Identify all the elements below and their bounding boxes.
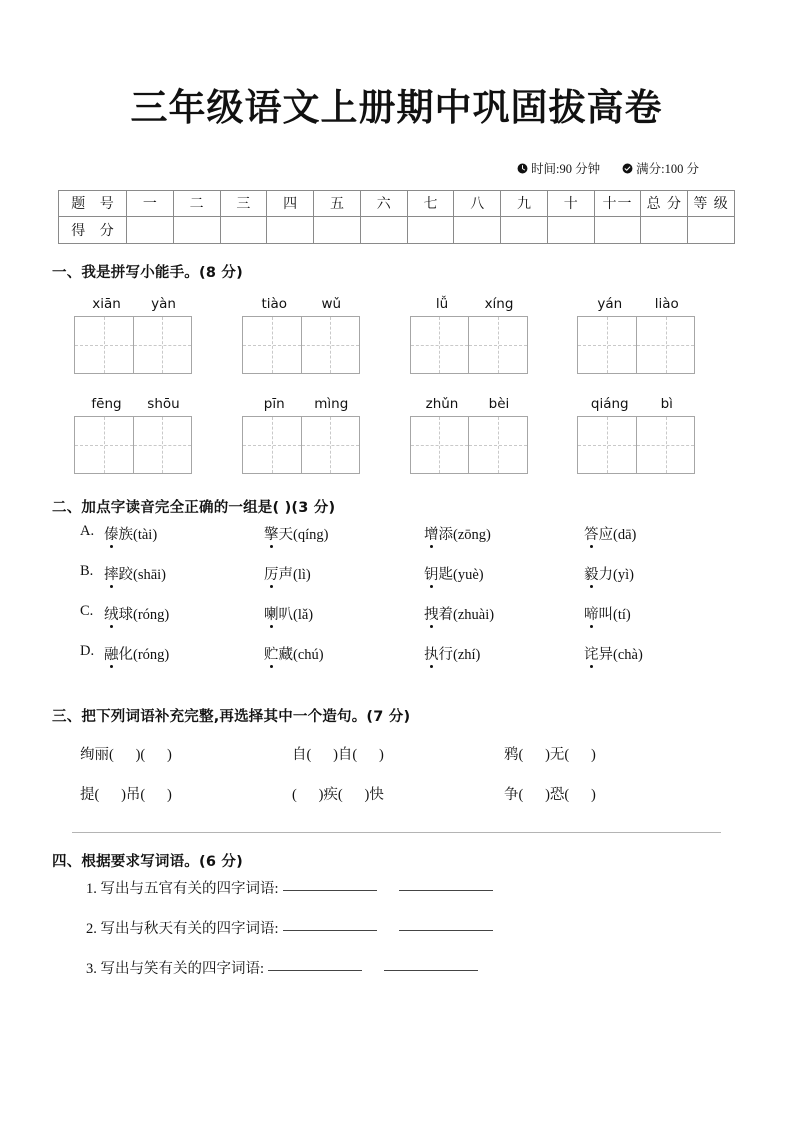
pinyin-group [242, 396, 410, 474]
question-item-1 [86, 877, 745, 917]
score-cell[interactable] [407, 216, 454, 243]
option-item: 毅力(yì) [584, 566, 634, 583]
score-table-col-5: 五 [314, 190, 361, 216]
writing-grid[interactable] [242, 416, 360, 474]
idiom-blank[interactable]: 提( )吊( ) [80, 787, 172, 804]
pinyin-text [74, 296, 242, 312]
score-table-col-7: 七 [407, 190, 454, 216]
choice-options [48, 523, 745, 683]
exam-meta [48, 159, 745, 177]
grid-cell[interactable] [75, 417, 133, 473]
score-table-header-row [59, 190, 735, 216]
grid-cell[interactable] [133, 317, 191, 373]
grid-cell[interactable] [411, 417, 469, 473]
pinyin-group [577, 396, 745, 474]
pinyin-syllable: mìng [314, 395, 349, 412]
pinyin-row-1 [48, 296, 745, 374]
question-text: 1. 写出与五官有关的四字词语: [86, 880, 279, 897]
option-item: 钥匙(yuè) [424, 566, 484, 583]
score-cell[interactable] [220, 216, 267, 243]
score-table-row-label-score: 得 分 [59, 216, 127, 243]
grid-cell[interactable] [468, 417, 526, 473]
score-table-col-8: 八 [454, 190, 501, 216]
score-cell[interactable] [594, 216, 641, 243]
score-table-col-grade: 等 级 [688, 190, 735, 216]
question-text: 2. 写出与秋天有关的四字词语: [86, 920, 279, 937]
pinyin-syllable: bì [660, 395, 673, 412]
grid-cell[interactable] [301, 417, 359, 473]
score-table-col-total: 总 分 [641, 190, 688, 216]
option-item: 厉声(lì) [264, 566, 311, 583]
time-meta [517, 159, 600, 177]
pinyin-syllable: liào [654, 295, 679, 312]
score-cell[interactable] [547, 216, 594, 243]
score-cell[interactable] [127, 216, 174, 243]
score-table-col-1: 一 [127, 190, 174, 216]
grid-cell[interactable] [411, 317, 469, 373]
pinyin-syllable: yàn [151, 295, 176, 312]
time-label: 时间:90 分钟 [531, 161, 601, 176]
idiom-row [80, 734, 745, 774]
answer-blank[interactable] [268, 970, 362, 971]
option-item: 执行(zhí) [424, 646, 481, 663]
score-table-score-row [59, 216, 735, 243]
option-a[interactable] [80, 523, 745, 563]
score-cell[interactable] [501, 216, 548, 243]
pinyin-syllable: zhǔn [425, 395, 459, 412]
option-item: 擎天(qíng) [264, 526, 329, 543]
option-item: 啼叫(tí) [584, 606, 631, 623]
grid-cell[interactable] [243, 417, 301, 473]
question-item-2 [86, 917, 745, 957]
option-d[interactable] [80, 643, 745, 683]
clock-icon [517, 163, 528, 174]
pinyin-text [577, 396, 745, 412]
pinyin-syllable: qiáng [590, 395, 629, 412]
idiom-blank[interactable]: 争( )恐( ) [504, 787, 596, 804]
option-b[interactable] [80, 563, 745, 603]
page-title: 三年级语文上册期中巩固拔高卷 [130, 85, 663, 129]
option-item: 拽着(zhuài) [424, 606, 495, 623]
pinyin-text [242, 396, 410, 412]
score-table-col-4: 四 [267, 190, 314, 216]
option-letter: D. [80, 642, 95, 659]
pinyin-text [74, 396, 242, 412]
pinyin-syllable: tiào [261, 295, 288, 312]
option-letter: A. [80, 522, 95, 539]
writing-grid[interactable] [242, 316, 360, 374]
idiom-blank[interactable]: 自( )自( ) [292, 747, 384, 764]
idiom-row [80, 774, 745, 814]
pinyin-group [74, 296, 242, 374]
score-table-row-label-qnum: 题 号 [59, 190, 127, 216]
score-cell[interactable] [267, 216, 314, 243]
score-cell[interactable] [641, 216, 688, 243]
question-item-3 [86, 957, 745, 997]
check-circle-icon [622, 163, 633, 174]
option-item: 摔跤(shāi) [104, 566, 167, 583]
score-cell[interactable] [360, 216, 407, 243]
pinyin-text [242, 296, 410, 312]
grid-cell[interactable] [636, 317, 694, 373]
pinyin-syllable: xiān [92, 295, 121, 312]
option-item: 傣族(tài) [104, 526, 158, 543]
grid-cell[interactable] [636, 417, 694, 473]
writing-grid[interactable] [74, 316, 192, 374]
grid-cell[interactable] [301, 317, 359, 373]
pinyin-group [74, 396, 242, 474]
option-item: 绒球(róng) [104, 606, 170, 623]
sentence-writing-line[interactable] [72, 832, 721, 833]
grid-cell[interactable] [243, 317, 301, 373]
answer-blank[interactable] [283, 890, 377, 891]
option-letter: C. [80, 602, 94, 619]
idiom-blank[interactable]: 鸦( )无( ) [504, 747, 596, 764]
pinyin-text [410, 296, 578, 312]
writing-grid[interactable] [577, 416, 695, 474]
score-table-wrap [48, 190, 745, 244]
pinyin-row-2 [48, 396, 745, 474]
option-item: 融化(róng) [104, 646, 170, 663]
idiom-blank[interactable]: ( )疾( )快 [292, 787, 384, 804]
fullscore-label: 满分:100 分 [636, 161, 699, 176]
pinyin-syllable: yán [597, 295, 623, 312]
pinyin-group [577, 296, 745, 374]
option-letter: B. [80, 562, 94, 579]
option-c[interactable] [80, 603, 745, 643]
score-cell[interactable] [454, 216, 501, 243]
pinyin-syllable: shōu [147, 395, 180, 412]
grid-cell[interactable] [578, 317, 636, 373]
answer-blank[interactable] [399, 890, 493, 891]
score-table-col-6: 六 [360, 190, 407, 216]
score-table-col-9: 九 [501, 190, 548, 216]
section4-items [48, 877, 745, 997]
answer-blank[interactable] [399, 930, 493, 931]
pinyin-syllable: xíng [484, 295, 514, 312]
pinyin-group [410, 296, 578, 374]
grid-cell[interactable] [578, 417, 636, 473]
option-item: 贮藏(chú) [264, 646, 324, 663]
option-item: 喇叭(lǎ) [264, 606, 314, 623]
option-item: 增添(zōng) [424, 526, 491, 543]
question-text: 3. 写出与笑有关的四字词语: [86, 960, 265, 977]
writing-grid[interactable] [74, 416, 192, 474]
grid-cell[interactable] [133, 417, 191, 473]
score-table-col-2: 二 [173, 190, 220, 216]
option-item: 答应(dā) [584, 526, 637, 543]
answer-blank[interactable] [384, 970, 478, 971]
writing-grid[interactable] [410, 416, 528, 474]
fullscore-meta [622, 159, 699, 177]
section-heading-3: 三、把下列词语补充完整,再选择其中一个造句。(7 分) [52, 708, 411, 725]
score-cell[interactable] [314, 216, 361, 243]
option-item: 诧异(chà) [584, 646, 643, 663]
idiom-fill-list [48, 734, 745, 814]
score-table [58, 190, 735, 244]
section-heading-4: 四、根据要求写词语。(6 分) [52, 853, 243, 870]
score-cell[interactable] [688, 216, 735, 243]
section-heading-2: 二、加点字读音完全正确的一组是( )(3 分) [52, 499, 336, 516]
grid-cell[interactable] [468, 317, 526, 373]
pinyin-syllable: fēng [91, 395, 122, 412]
writing-grid[interactable] [410, 316, 528, 374]
pinyin-group [410, 396, 578, 474]
grid-cell[interactable] [75, 317, 133, 373]
pinyin-text [410, 396, 578, 412]
pinyin-syllable: wǔ [321, 295, 342, 312]
score-cell[interactable] [173, 216, 220, 243]
pinyin-syllable: bèi [488, 395, 510, 412]
score-table-col-11: 十一 [594, 190, 641, 216]
section-heading-1: 一、我是拼写小能手。(8 分) [52, 264, 243, 281]
answer-blank[interactable] [283, 930, 377, 931]
score-table-col-10: 十 [547, 190, 594, 216]
writing-grid[interactable] [577, 316, 695, 374]
pinyin-syllable: pīn [263, 395, 285, 412]
pinyin-group [242, 296, 410, 374]
pinyin-syllable: lǚ [435, 295, 449, 312]
pinyin-text [577, 296, 745, 312]
idiom-blank[interactable]: 绚丽( )( ) [80, 747, 172, 764]
score-table-col-3: 三 [220, 190, 267, 216]
